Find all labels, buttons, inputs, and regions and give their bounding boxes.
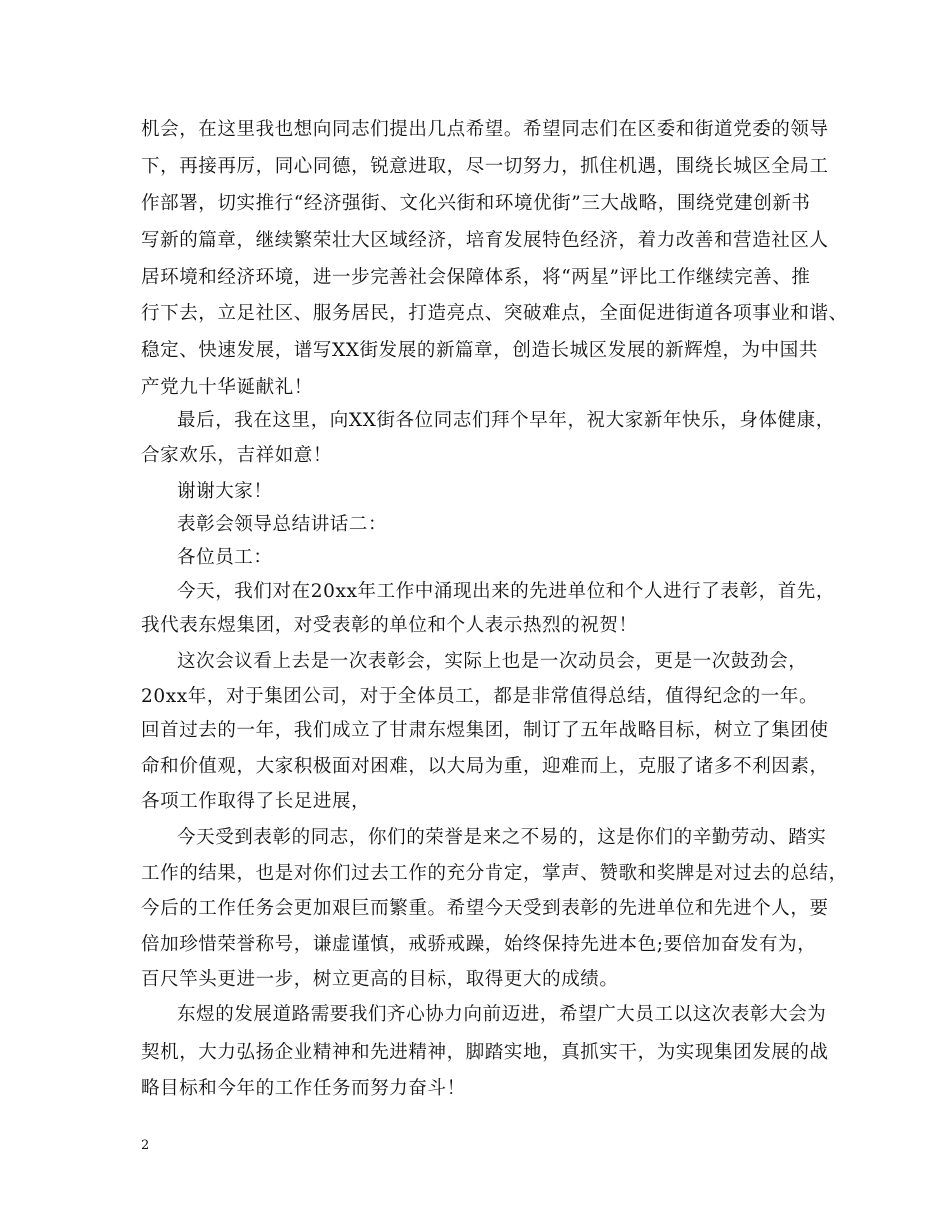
text-line: 今后的工作任务会更加艰巨而繁重。希望今天受到表彰的先进单位和先进个人，要	[141, 898, 829, 919]
page-number: 2	[141, 1138, 150, 1153]
text-line: 今天，我们对在20xx年工作中涌现出来的先进单位和个人进行了表彰，首先，	[177, 581, 836, 602]
text-line: 表彰会领导总结讲话二：	[177, 514, 388, 535]
text-line: 最后，我在这里，向XX街各位同志们拜个早年，祝大家新年快乐，身体健康，	[177, 410, 835, 431]
text-line: 命和价值观，大家积极面对困难，以大局为重，迎难而上，克服了诸多不利因素，	[141, 756, 829, 777]
text-line: 谢谢大家！	[177, 481, 273, 502]
text-line: 略目标和今年的工作任务而努力奋斗！	[141, 1078, 466, 1099]
text-line: 行下去，立足社区、服务居民，打造亮点、突破难点，全面促进街道各项事业和谐、	[141, 303, 848, 324]
text-line: 百尺竿头更进一步，树立更高的目标，取得更大的成绩。	[141, 969, 619, 990]
text-line: 稳定、快速发展，谱写XX街发展的新篇章，创造长城区发展的新辉煌，为中国共	[141, 340, 818, 361]
text-line: 契机，大力弘扬企业精神和先进精神，脚踏实地，真抓实干，为实现集团发展的战	[141, 1042, 829, 1063]
text-line: 机会，在这里我也想向同志们提出几点希望。希望同志们在区委和街道党委的领导	[141, 119, 829, 140]
text-line: 20xx年，对于集团公司，对于全体员工，都是非常值得总结，值得纪念的一年。	[141, 686, 819, 707]
text-line: 产党九十华诞献礼！	[141, 377, 313, 398]
text-line: 作部署，切实推行“经济强街、文化兴街和环境优街”三大战略，围绕党建创新书	[141, 193, 811, 214]
text-line: 东煜的发展道路需要我们齐心协力向前迈进，希望广大员工以这次表彰大会为	[177, 1004, 827, 1025]
text-line: 倍加珍惜荣誉称号，谦虚谨慎，戒骄戒躁，始终保持先进本色;要倍加奋发有为，	[141, 934, 817, 955]
text-line: 居环境和经济环境，进一步完善社会保障体系，将“两星”评比工作继续完善、推	[141, 267, 811, 288]
text-line: 这次会议看上去是一次表彰会，实际上也是一次动员会，更是一次鼓劲会，	[177, 651, 808, 672]
text-line: 下，再接再厉，同心同德，锐意进取，尽一切努力，抓住机遇，围绕长城区全局工	[141, 156, 829, 177]
text-line: 回首过去的一年，我们成立了甘肃东煜集团，制订了五年战略目标，树立了集团使	[141, 720, 829, 741]
text-line: 各项工作取得了长足进展，	[141, 791, 371, 812]
text-line: 各位员工：	[177, 547, 273, 568]
text-line: 合家欢乐，吉祥如意！	[141, 445, 333, 466]
text-line: 工作的结果，也是对你们过去工作的充分肯定，掌声、赞歌和奖牌是对过去的总结，	[141, 863, 848, 884]
text-line: 今天受到表彰的同志，你们的荣誉是来之不易的，这是你们的辛勤劳动、踏实	[177, 827, 827, 848]
text-line: 我代表东煜集团，对受表彰的单位和个人表示热烈的祝贺！	[141, 615, 638, 636]
text-line: 写新的篇章，继续繁荣壮大区域经济，培育发展特色经济，着力改善和营造社区人	[141, 230, 829, 251]
